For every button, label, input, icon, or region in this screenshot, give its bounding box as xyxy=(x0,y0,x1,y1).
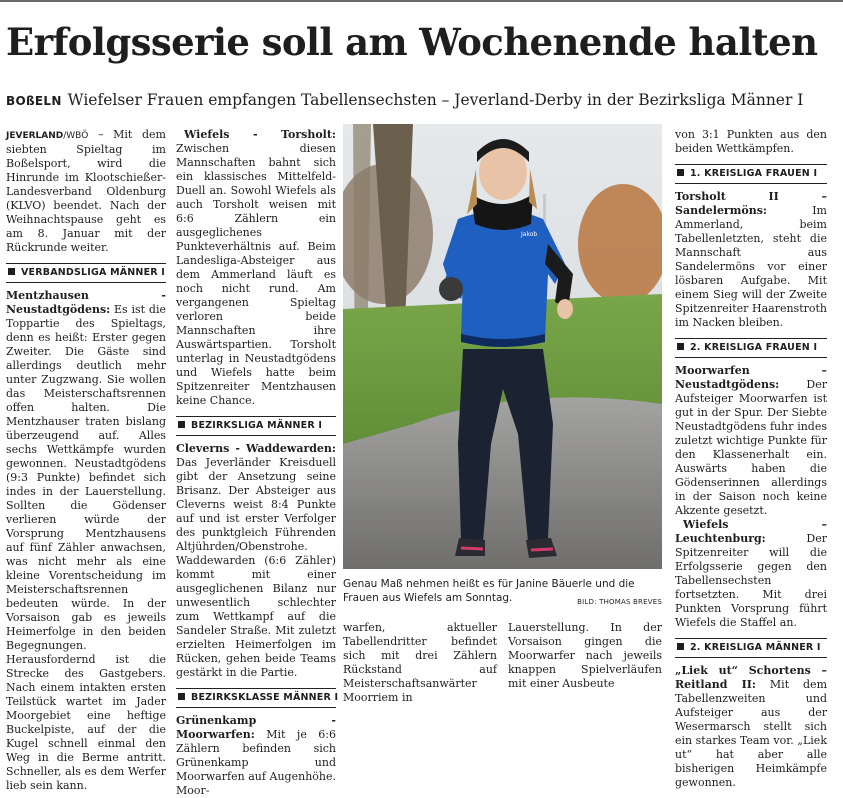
match-title: Moorwarfen – Neustadtgödens: xyxy=(675,364,827,391)
match-text: Das Jeverländer Kreisduell gibt der Ansetzung seine Brisanz. Der Absteiger aus Cleverns weist 8:4 Punkte auf und ist erster Verfolger des punktgleich Führenden Altjührden/Obenstrohe. Waddewarden (6:6 Zähler) kommt mit einer ausgeglichenen Bilanz nur unwesentlich schlechter zum Wettkampf auf die Sandeler Straße. Mit zuletzt erzielten Heimerfolgen im Rücken, gehen beide Teams gestärkt in die Partie. xyxy=(176,456,336,679)
photo xyxy=(343,124,662,569)
section-header xyxy=(6,263,166,283)
match-paragraph xyxy=(176,714,336,798)
match-paragraph xyxy=(675,518,827,630)
subline-text: Wiefelser Frauen empfangen Tabellensechsten – Jeverland-Derby in der Bezirksliga Männer I xyxy=(67,91,804,109)
dateline: JEVERLAND xyxy=(6,131,64,141)
column-3 xyxy=(343,621,662,705)
subline xyxy=(6,90,803,111)
section-title: BEZIRKSKLASSE MÄNNER I xyxy=(191,692,339,703)
athlete-photo xyxy=(343,124,662,569)
section-header xyxy=(675,638,827,658)
match-text: Im Ammerland, beim Tabellenletzten, steht die Mannschaft aus Sandelermöns vor einer lösbaren Aufgabe. Mit einem Sieg will der Zweite Spitzenreiter Haarenstroth im Nacken bleiben. xyxy=(675,204,827,329)
match-title: Grünenkamp - Moorwarfen: xyxy=(176,714,336,741)
match-title: Cleverns - Waddewarden: xyxy=(176,442,336,455)
square-bullet-icon xyxy=(178,693,185,700)
section-title: 2. KREISLIGA FRAUEN I xyxy=(690,342,818,353)
section-header xyxy=(176,416,336,436)
match-text: Zwischen diesen Mannschaften bahnt sich ein klassisches Mittelfeld-Duell an. Sowohl Wiefels als auch Torsholt weisen mit 6:6 Zählern ein ausgeglichenes Punkteverhältnis auf. Beim Landesliga-Absteiger aus dem Ammerland läuft es noch nicht rund. Am vergangenen Spieltag verloren beide Mannschaften ihre Auswärtspartien. Torsholt unterlag in Neustadtgödens und Wiefels hatte beim Spitzenreiter Mentzhausen keine Chance. xyxy=(176,142,336,407)
shirt-logo: Jakob xyxy=(521,231,538,238)
section-title: 2. KREISLIGA MÄNNER I xyxy=(690,642,821,653)
square-bullet-icon xyxy=(178,421,185,428)
match-paragraph xyxy=(176,442,336,680)
match-paragraph xyxy=(176,128,336,408)
section-header xyxy=(675,338,827,358)
square-bullet-icon xyxy=(677,643,684,650)
text-left: warfen, aktueller Tabellendritter befindet sich mit drei Zählern Rückstand auf Meisterschaftsanwärter Moorriem in xyxy=(343,621,497,704)
section-title: BEZIRKSLIGA MÄNNER I xyxy=(191,420,323,431)
section-header xyxy=(176,688,339,708)
square-bullet-icon xyxy=(677,343,684,350)
photo-credit: BILD: THOMAS BREVES xyxy=(577,597,662,606)
section-title: VERBANDSLIGA MÄNNER I xyxy=(21,267,166,278)
match-title: Wiefels – Leuchtenburg: xyxy=(675,518,827,545)
match-text: Mit je 6:6 Zählern befinden sich Grünenkamp und Moorwarfen auf Augenhöhe. Moor- xyxy=(176,728,336,797)
section-header xyxy=(675,164,827,184)
square-bullet-icon xyxy=(677,169,684,176)
match-title: „Liek ut“ Schortens – Reitland II: xyxy=(675,664,827,691)
top-rule xyxy=(0,0,843,2)
match-title: Torsholt II – Sandelermöns: xyxy=(675,190,827,217)
intro-paragraph xyxy=(6,128,166,255)
headline: Erfolgsserie soll am Wochenende halten xyxy=(6,20,818,64)
text-right: Lauerstellung. In der Vorsaison gingen die Moorwarfer nach jeweils knappen Spielverläufen mit einer Ausbeute xyxy=(508,621,662,690)
match-paragraph xyxy=(675,190,827,330)
match-text: Es ist die Toppartie des Spieltags, denn es heißt: Erster gegen Zweiter. Die Gäste sind allerdings deutlich mehr unter Zugzwang. Sie wollen das Meisterschaftsrennen offen halten. Die Mentzhauser traten bislang überzeugend auf. Alles sechs Wettkämpfe wurden gewonnen. Neustadtgödens (9:3 Punkte) befindet sich indes in der Lauerstellung. Sollten die Gödenser verlieren würde der Vorsprung Mentzhausens auf fünf Zähler anwachsen, was nicht mehr als eine kleine Vorentscheidung im Meisterschaftsrennen bedeuten würde. In der Vorsaison gab es jeweils Heimerfolge in den beiden Begegnungen. Herausfordernd ist die Strecke des Gastgebers. Nach einem intakten ersten Teilstück wartet im Jader Moorgebiet eine heftige Buckelpiste, auf der die Kugel schnell einmal den Weg in die Berme antritt. Schneller, als es dem Werfer lieb sein kann. xyxy=(6,303,166,792)
match-paragraph xyxy=(6,289,166,793)
match-paragraph xyxy=(675,664,827,790)
section-title: 1. KREISLIGA FRAUEN I xyxy=(690,168,818,179)
kicker: BOßELN xyxy=(6,94,62,108)
square-bullet-icon xyxy=(8,268,15,275)
match-title: Wiefels - Torsholt: xyxy=(184,128,336,141)
match-paragraph xyxy=(675,364,827,518)
intro-paragraph: von 3:1 Punkten aus den beiden Wettkämpfen. xyxy=(675,128,827,155)
intro-text: – Mit dem siebten Spieltag im Boßelsport, wird die Hinrunde im Klootschießer-Landesverband Oldenburg (KLVO) beendet. Nach der Weihnachtspause geht es am 8. Januar mit der Rückrunde weiter. xyxy=(6,128,166,254)
match-title: Mentzhausen - Neustadtgödens: xyxy=(6,289,166,316)
caption-text: Genau Maß nehmen heißt es für Janine Bäuerle und die Frauen aus Wiefels am Sonntag. xyxy=(343,578,635,604)
column-1 xyxy=(6,128,166,793)
column-2 xyxy=(176,128,339,798)
match-text: Mit dem Tabellenzweiten und Aufsteiger aus der Wesermarsch stellt sich ein starkes Team vor. „Liek ut“ hat aber alle bisherigen Heimkämpfe gewonnen. xyxy=(675,678,827,789)
author: /WBÖ xyxy=(63,131,89,141)
match-text: Der Spitzenreiter will die Erfolgsserie gegen den Tabellensechsten fortsetzten. Mit drei Punkten Vorsprung führt Wiefels die Staffel an. xyxy=(675,532,827,629)
match-text: Der Aufsteiger Moorwarfen ist gut in der Spur. Der Siebte Neustadtgödens fuhr indes zuletzt wichtige Punkte für den Klassenerhalt ein. Auswärts haben die Gödenserinnen allerdings in der Saison noch keine Akzente gesetzt. xyxy=(675,378,827,517)
photo-caption xyxy=(343,578,662,609)
